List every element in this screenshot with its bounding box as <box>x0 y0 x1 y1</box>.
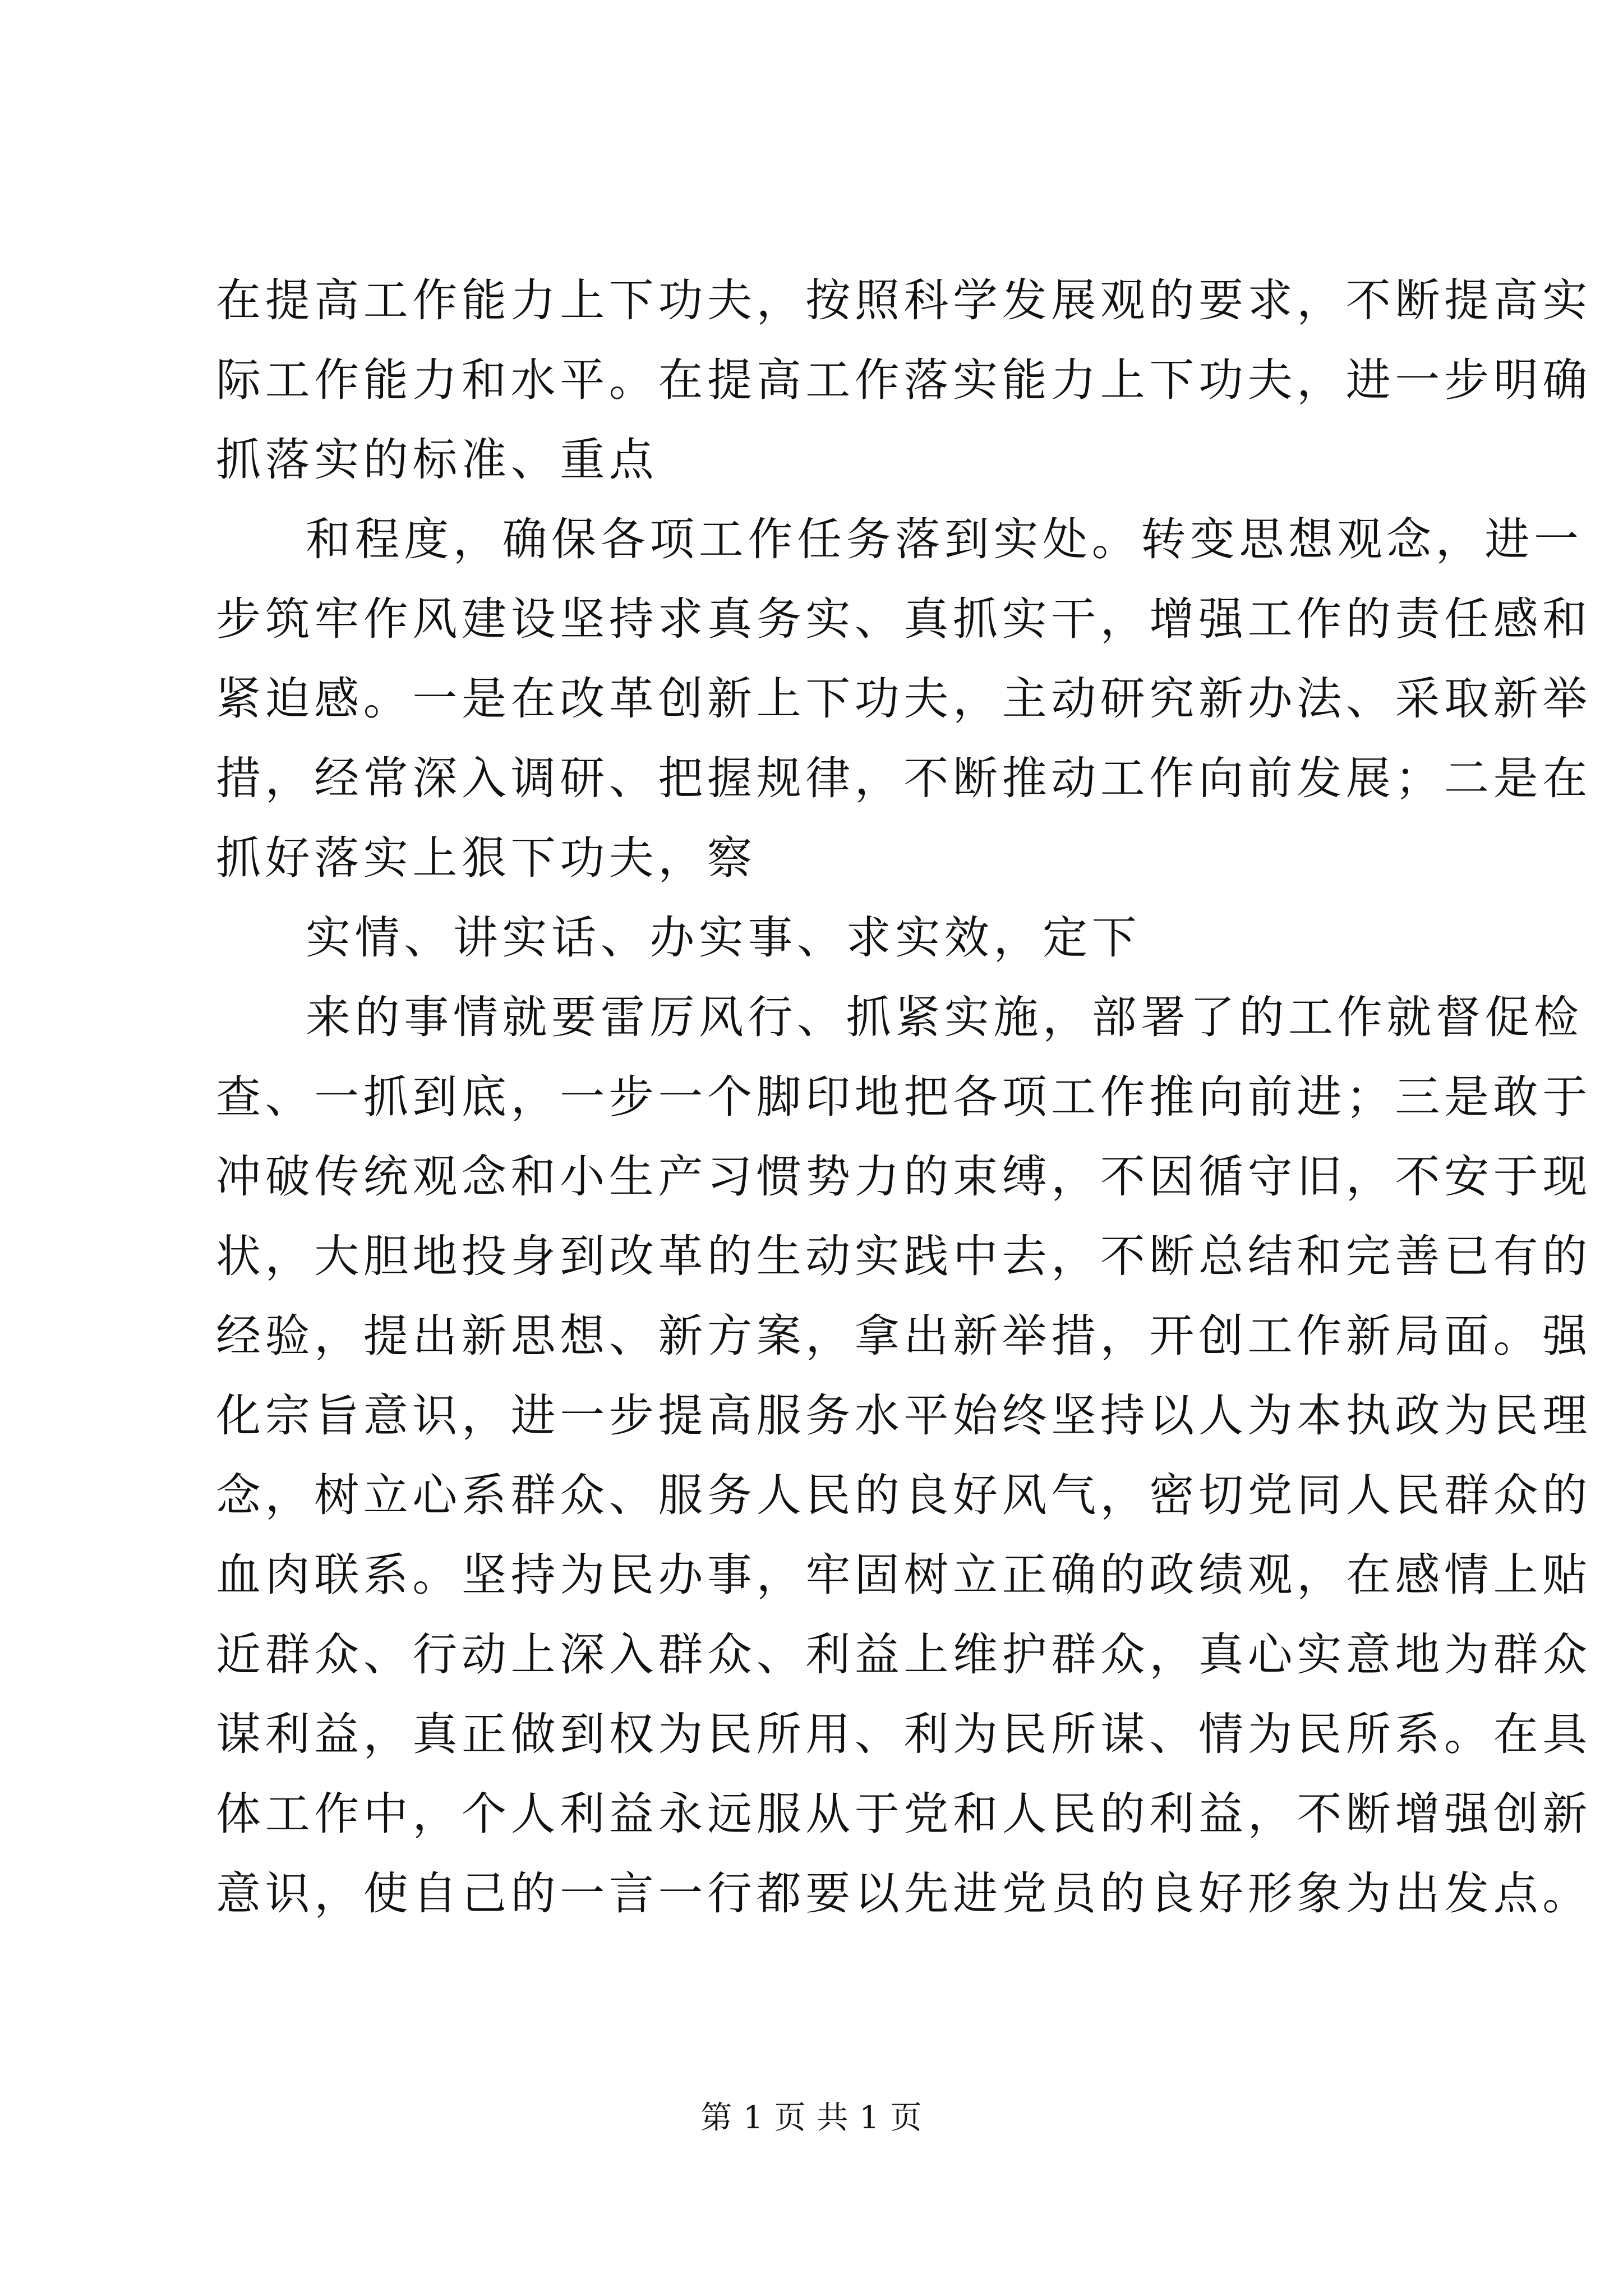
text-line-indented: 实情、讲实话、办实事、求实效，定下 <box>306 912 1141 964</box>
text-line: 抓落实的标准、重点 <box>216 434 658 486</box>
text-line-indented: 和程度，确保各项工作任务落到实处。转变思想观念，进一 <box>306 513 1583 565</box>
text-line: 经验，提出新思想、新方案，拿出新举措，开创工作新局面。强 <box>216 1310 1592 1362</box>
text-line: 意识，使自己的一言一行都要以先进党员的良好形象为出发点。 <box>216 1867 1592 1920</box>
text-line: 际工作能力和水平。在提高工作落实能力上下功夫，进一步明确 <box>216 354 1592 406</box>
text-line: 紧迫感。一是在改革创新上下功夫，主动研究新办法、采取新举 <box>216 673 1592 725</box>
text-line: 念，树立心系群众、服务人民的良好风气，密切党同人民群众的 <box>216 1469 1592 1521</box>
text-line: 体工作中，个人利益永远服从于党和人民的利益，不断增强创新 <box>216 1788 1592 1840</box>
text-line: 抓好落实上狠下功夫，察 <box>216 832 757 884</box>
page-number-footer: 第 1 页 共 1 页 <box>700 2100 923 2136</box>
text-line: 化宗旨意识，进一步提高服务水平始终坚持以人为本执政为民理 <box>216 1389 1592 1442</box>
text-line: 谋利益，真正做到权为民所用、利为民所谋、情为民所系。在具 <box>216 1708 1592 1760</box>
text-line: 措，经常深入调研、把握规律，不断推动工作向前发展；二是在 <box>216 752 1592 804</box>
text-line: 状，大胆地投身到改革的生动实践中去，不断总结和完善已有的 <box>216 1230 1592 1282</box>
text-line: 步筑牢作风建设坚持求真务实、真抓实干，增强工作的责任感和 <box>216 593 1592 645</box>
text-line: 近群众、行动上深入群众、利益上维护群众，真心实意地为群众 <box>216 1628 1592 1681</box>
text-line: 冲破传统观念和小生产习惯势力的束缚，不因循守旧，不安于现 <box>216 1151 1592 1203</box>
text-line: 血肉联系。坚持为民办事，牢固树立正确的政绩观，在感情上贴 <box>216 1549 1592 1601</box>
text-line: 查、一抓到底，一步一个脚印地把各项工作推向前进；三是敢于 <box>216 1071 1592 1123</box>
body-text <box>216 261 1592 1934</box>
text-line-indented: 来的事情就要雷厉风行、抓紧实施，部署了的工作就督促检 <box>306 991 1583 1043</box>
text-line: 在提高工作能力上下功夫，按照科学发展观的要求，不断提高实 <box>216 274 1592 326</box>
